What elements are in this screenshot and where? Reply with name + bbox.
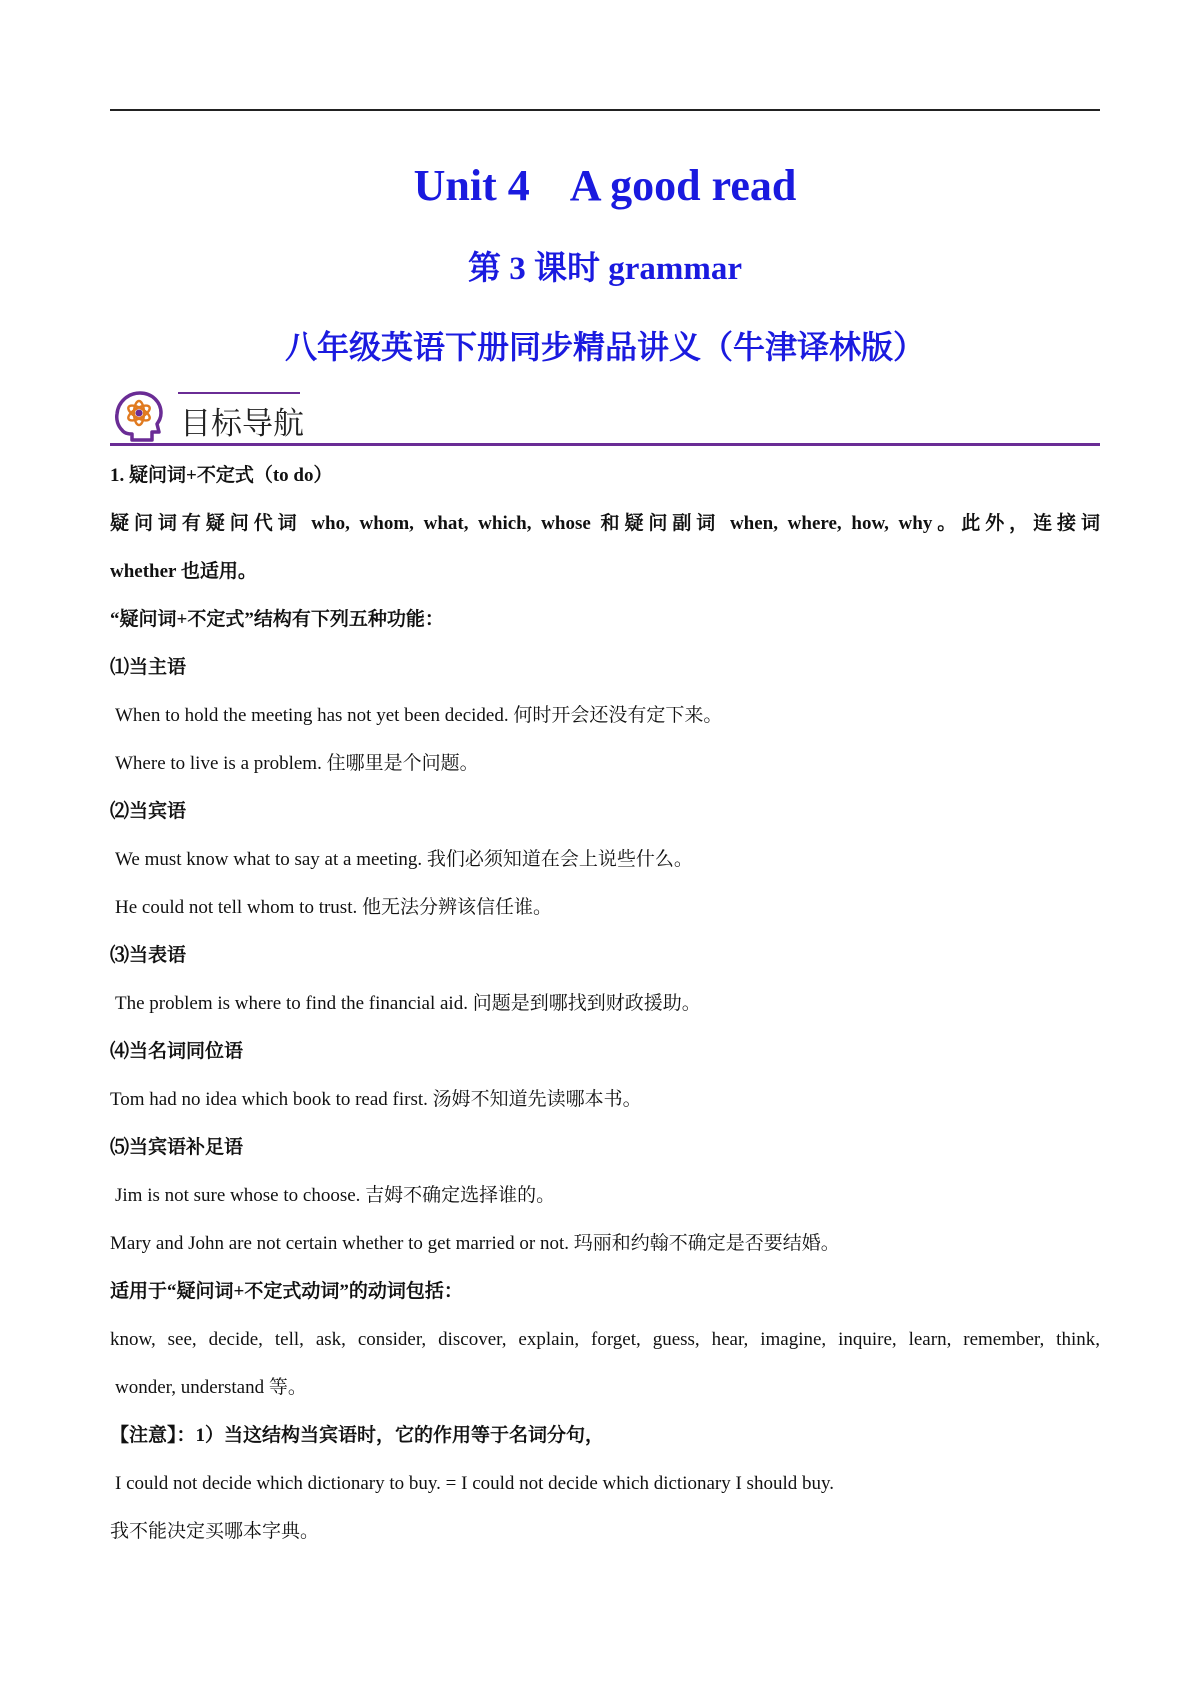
unit-number: Unit 4	[413, 161, 530, 210]
section-rule	[110, 443, 1100, 446]
body-text: 适用于“疑问词+不定式动词”的动词包括：	[110, 1281, 463, 1302]
note-heading: 【注意】：1）当这结构当宾语时，它的作用等于名词分句，	[110, 1425, 605, 1446]
unit-title	[0, 160, 1200, 211]
body-text: “疑问词+不定式”结构有下列五种功能：	[110, 609, 444, 630]
section-header	[110, 386, 1100, 448]
example-sentence: I could not decide which dictionary to buy. = I could not decide which dictionary I should buy.	[115, 1473, 834, 1494]
body-text: whether 也适用。	[110, 561, 257, 582]
example-sentence: Where to live is a problem. 住哪里是个问题。	[115, 753, 479, 774]
example-translation: 我不能决定买哪本字典。	[110, 1521, 320, 1542]
example-sentence: The problem is where to find the financial aid. 问题是到哪找到财政援助。	[115, 993, 701, 1014]
point-heading: 1. 疑问词+不定式（to do）	[110, 465, 333, 486]
example-sentence: Tom had no idea which book to read first. 汤姆不知道先读哪本书。	[110, 1089, 642, 1110]
body-text: 疑问词有疑问代词 who, whom, what, which, whose 和疑问副词 when, where, how, why。此外，连接词	[110, 513, 1100, 534]
unit-name: A good read	[569, 161, 797, 210]
example-sentence: Mary and John are not certain whether to get married or not. 玛丽和约翰不确定是否要结婚。	[110, 1233, 840, 1254]
example-sentence: He could not tell whom to trust. 他无法分辨该信任谁。	[115, 897, 552, 918]
function-heading: ⑶当表语	[110, 945, 187, 966]
example-sentence: Jim is not sure whose to choose. 吉姆不确定选择谁的。	[115, 1185, 556, 1206]
section-title: 目标导航	[180, 406, 304, 442]
verb-list: know, see, decide, tell, ask, consider, discover, explain, forget, guess, hear, imagine, inquire, learn, remember, think,	[110, 1329, 1100, 1350]
example-sentence: We must know what to say at a meeting. 我们必须知道在会上说些什么。	[115, 849, 693, 870]
function-heading: ⑸当宾语补足语	[110, 1137, 244, 1158]
brain-atom-icon	[112, 388, 166, 444]
header-rule	[110, 109, 1100, 111]
document-subtitle: 八年级英语下册同步精品讲义（牛津译林版）	[284, 328, 925, 366]
function-heading: ⑴当主语	[110, 657, 187, 678]
verb-list: wonder, understand 等。	[115, 1377, 307, 1398]
function-heading: ⑵当宾语	[110, 801, 187, 822]
example-sentence: When to hold the meeting has not yet been decided. 何时开会还没有定下来。	[115, 705, 723, 726]
section-top-line	[178, 392, 300, 394]
lesson-title: 第 3 课时 grammar	[467, 251, 743, 287]
function-heading: ⑷当名词同位语	[110, 1041, 244, 1062]
